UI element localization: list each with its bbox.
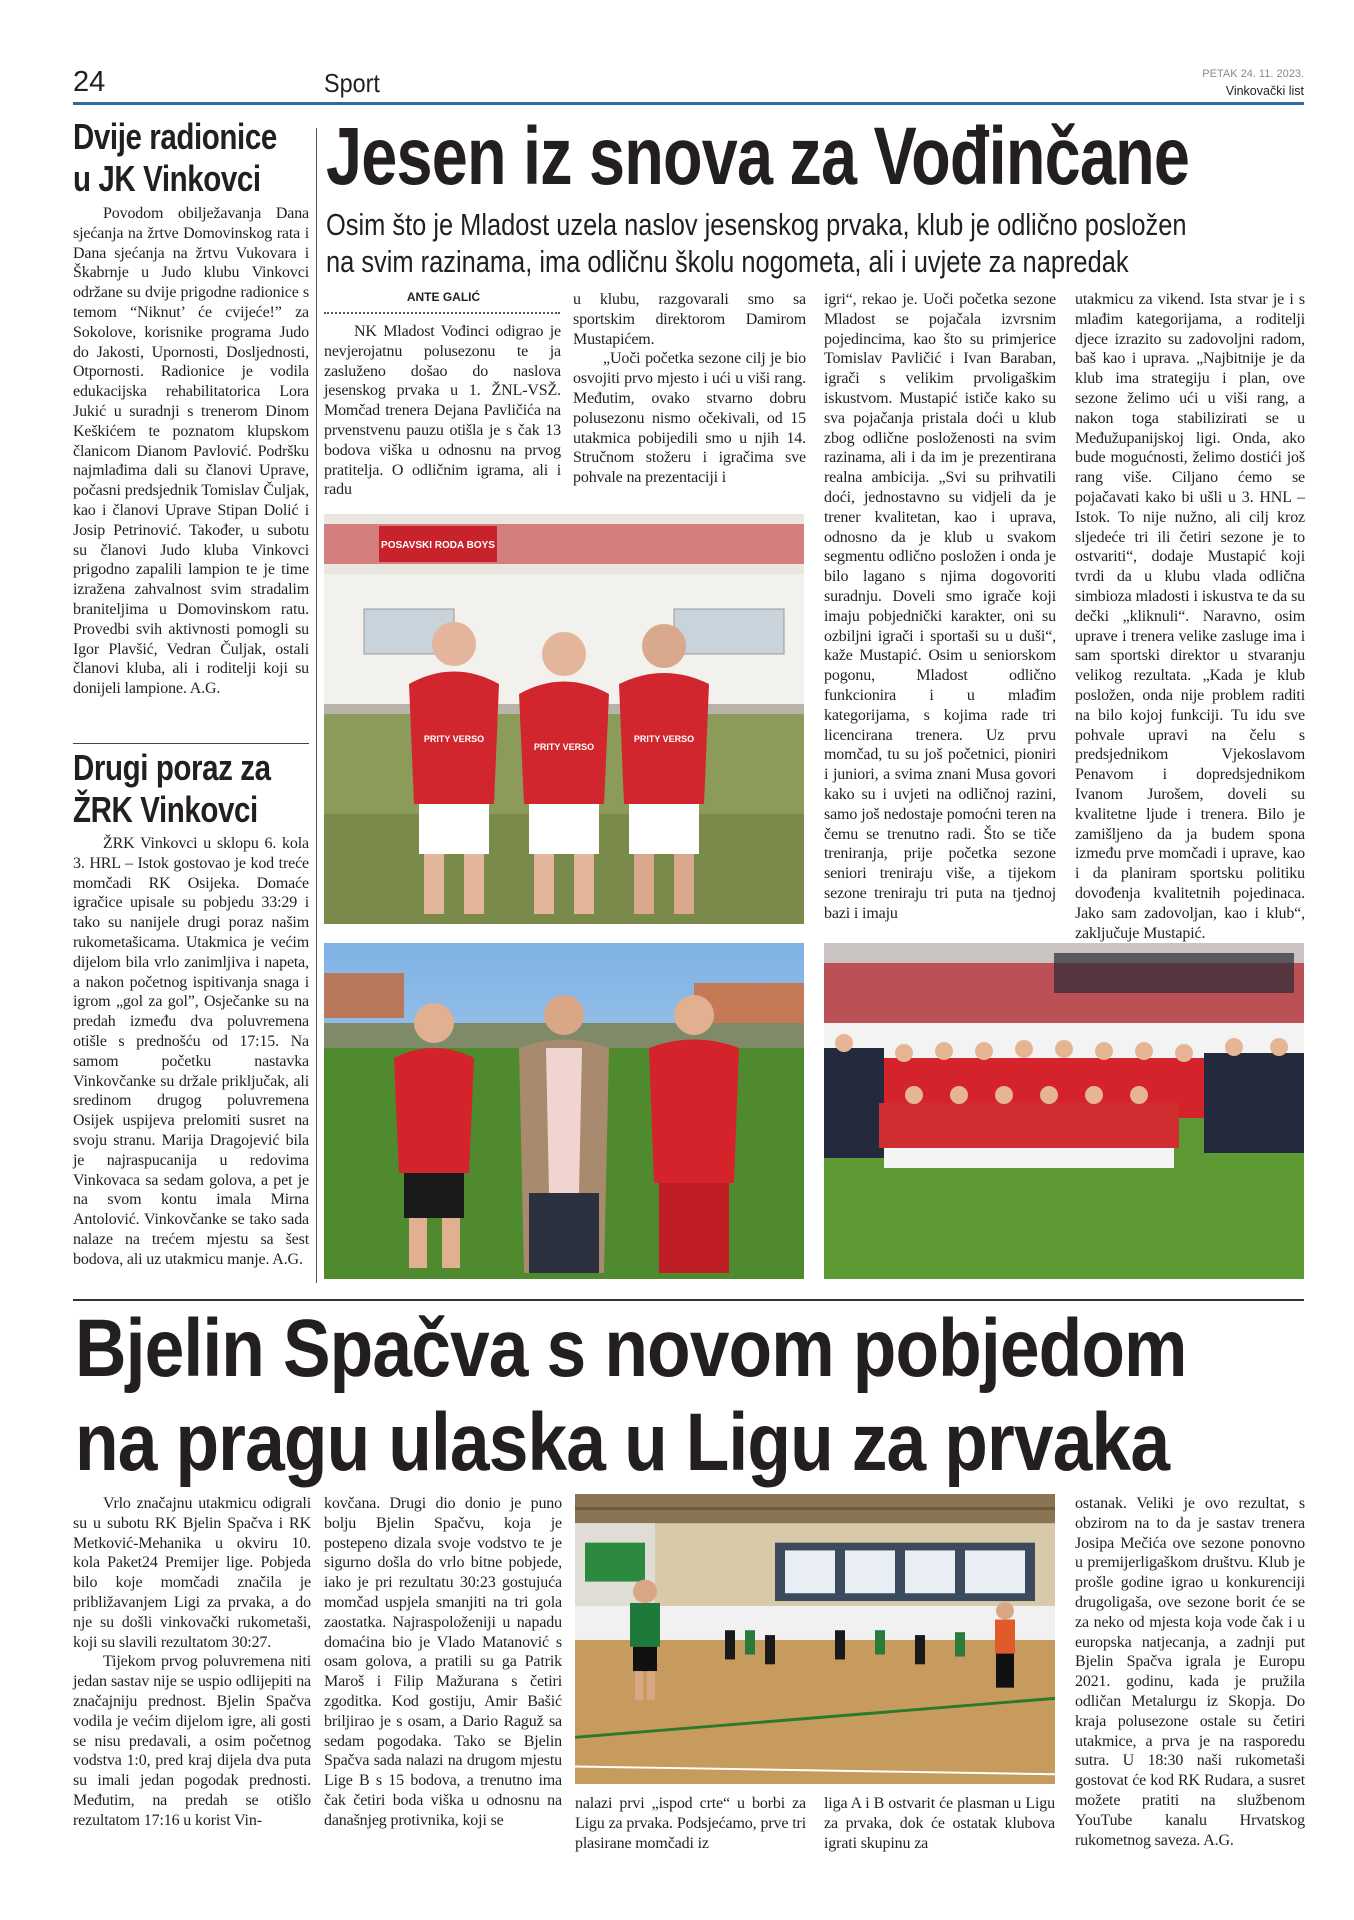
body-text: ostanak. Veliki je ovo rezultat, s obzirom na to da je sastav trenera Josipa Mečića ove sezone ponovno u premijerligaškom društvu. Klub je prošle godine igrao u konkurenciji drugoligaša, ove sezone borit će se za neko od mjesta koja vode čak i u europska natjecanja, a zadnji put Bjelin Spačva igrala je Europu 2021. godinu, kada je pružila odličan Metalurgu iz Skopja. Do kraja polusezone ostale su četiri utakmice, a prva je na rasporedu sutra. U 18:30 naši rukometaši gostovat će kod RK Rudara, a susret možete pratiti na službenom YouTube kanalu Hrvatskog rukometnog saveza. A.G. xyxy=(1075,1495,1305,1849)
issue-date: PETAK 24. 11. 2023. xyxy=(1202,68,1304,80)
body-text: „Uoči početka sezone cilj je bio osvojiti prvo mjesto i ući u viši rang. Međutim, ovako stvarno dobru polusezonu nismo očekivali, od 15 utakmica pobijedili smo u njih 14. Stručnom stožeru i igračima sve pohvale na prezentaciji i xyxy=(573,350,806,487)
side-article-body xyxy=(73,834,309,1270)
title-line: ŽRK Vinkovci xyxy=(73,789,258,830)
page-number: 24 xyxy=(73,66,106,98)
main-article-column-2 xyxy=(573,290,806,488)
banner-logo-text: POSAVSKI RODA BOYS xyxy=(381,540,495,551)
shirt-logo-text: PRITY VERSO xyxy=(633,734,695,744)
body-text: nalazi prvi „ispod crte“ u borbi za Ligu za prvaka. Podsjećamo, prve tri plasirane momčadi iz xyxy=(575,1795,806,1852)
body-text: kovčana. Drugi dio donio je puno bolju Bjelin Spačvu, koja je postepeno dizala svoje vodstvo te je sigurno došla do vrlo bitne pobjede, iako je pri rezultatu 30:23 gostujuća momčad uspjela smanjiti na tri gola zaostatka. Najraspoloženiji u napadu domaćina bio je Vlado Matanović s osam golova, a pratili su ga Patrik Maroš i Filip Mažurana s četiri zgoditka. Kod gostiju, Amir Bašić briljirao je s osam, a Dario Raguž sa sedam pogodaka. Tako se Bjelin Spačva sada nalazi na drugom mjestu Lige B s 15 bodova, a trenutno ima čak četiri boda viška u odnosnu na današnjeg protivnika, koji se xyxy=(324,1495,562,1829)
main-article-subtitle xyxy=(326,206,1187,280)
body-text: Povodom obilježavanja Dana sjećanja na žrtve Domovinskog rata i Dana sjećanja na žrtvu Vukovara i Škabrnje u Judo klubu Vinkovci održane su dvije prigodne radionice s temom “Niknut’ će cvijeće!” za Sokolove, korisnike programa Judo do Jakosti, Upornosti, Dosljednosti, Otpornosti. Radionice je vodila edukacijska rehabilitatorica Lora Jukić u suradnji s trenerom Dinom Keškićem te poznatom klupskom članicom Dianom Pavlović. Podršku najmlađima dali su članovi Uprave, počasni predsjednik Tomislav Čuljak, kao i članovi Uprave Stipan Dolić i Josip Petrinović. Također, u subotu su članovi Judo kluba Vinkovci prigodno zapalili lampion te je time izražena zahvalnost svim stradalim braniteljima u Domovinskom ratu. Provedbi svih aktivnosti pomogli su Igor Plavšić, Vedran Čuljak, ostali članovi kluba, ali i roditelji koji su donijeli lampione. A.G. xyxy=(73,205,309,698)
main-article-title: Jesen iz snova za Vođinčane xyxy=(326,111,1190,202)
side-article-title xyxy=(73,116,277,200)
bottom-article-column-1 xyxy=(73,1494,311,1831)
body-text: liga A i B ostvarit će plasman u Ligu za prvaka, dok će ostatak klubova igrati skupinu za xyxy=(824,1795,1055,1852)
subtitle-line: na svim razinama, ima odličnu školu nogometa, ali i uvjete za napredak xyxy=(326,244,1129,279)
title-line: Drugi poraz za xyxy=(73,747,271,788)
body-text: u klubu, razgovarali smo sa sportskim direktorom Damirom Mustapićem. xyxy=(573,291,806,348)
bottom-article-column-4 xyxy=(824,1794,1055,1853)
publication-name: Vinkovački list xyxy=(1225,84,1304,98)
bottom-article-title xyxy=(75,1302,1187,1490)
main-article-column-4 xyxy=(1075,290,1305,943)
byline: ANTE GALIĆ xyxy=(406,290,481,304)
body-text: NK Mladost Vođinci odigrao je nevjerojatnu polusezonu te ja zasluženo došao do naslova jesenskog prvaka u 1. ŽNL-VSŽ. Momčad trenera Dejana Pavličića na prvenstvenu pauzu otišla je s čak 13 bodova viška u odnosnu na prvog pratitelja. O odličnim igrama, ali i radu xyxy=(324,323,561,499)
body-text: utakmicu za vikend. Ista stvar je i s mlađim kategorijama, a roditelji djece izrazito su zadovoljni radom, baš kao i uprava. „Najbitnije je da klub ima strategiju i plan, ove sezone želimo ući u viši rang, a nakon toga stabilizirati se u Međužupanijskoj ligi. Onda, ako bude mogućnosti, želimo dostići još rang više. Ciljano ćemo se pojačavati kako bi ušli u 3. HNL – Istok. To nije nužno, ali cilj kroz sljedeće tri ili četiri sezone je to ostvariti“, dodaje Mustapić koji tvrdi da u klubu vlada odlična simbioza mladosti i iskustva te da su dečki „kliknuli“. Naravno, osim uprave i trenera velike zasluge ima i sam sportski direktor u stvaranju velikog rezultata. „Kada je klub posložen, onda nije problem raditi na bilo kojoj funkciji. Tu idu sve pohvale upravi na čelu s predsjednikom Vjekoslavom Penavom i dopredsjednikom Ivanom Jurošem, doveli su kvalitetne ljude i trenera. Bilo je zamišljeno da ja budem spona između prve momčadi i uprave, kao i da planiram sportsku politiku dovođenja kvalitetnih pojedinaca. Jako sam zadovoljan, kao i klub“, zaključuje Mustapić. xyxy=(1075,291,1305,942)
subtitle-line: Osim što je Mladost uzela naslov jesenskog prvaka, klub je odlično posložen xyxy=(326,207,1187,242)
side-article-divider xyxy=(73,743,309,744)
side-article-body xyxy=(73,204,309,699)
shirt-logo-text: PRITY VERSO xyxy=(533,742,595,752)
body-text: igri“, rekao je. Uoči početka sezone Mladost se pojačala izvrsnim pojedincima, kao što su primjerice Tomislav Pavličić i Ivan Baraban, igrači s velikim prvoligaškim iskustvom. Mustapić ističe kako su sva pojačanja pristala doći u klub zbog odlične posloženosti na svim razinama, ali i da im je prezentirana realna ambicija. „Svi su prihvatili doći, jednostavno su vidjeli da je trener kvalitetan, kao i uprava, odnosno da je klub u svakom segmentu odlično posložen i onda je bilo lagano s njima dogovoriti suradnju. Doveli smo igrače koji imaju pobjednički karakter, oni su ozbiljni igrači i sportaši su u duši“, kaže Mustapić. Osim u seniorskom pogonu, Mladost odlično funkcionira i u mlađim kategorijama, s kojima rade tri licencirana trenera. Uz prvu momčad, tu su još početnici, pioniri i juniori, a svima znani Musa govori kako su i uvjeti na odličnoj razini, samo još nedostaje pomoćni teren na čemu se trenutno radi. Što se tiče treniranja, prije početka sezone seniori treniraju više, a tijekom sezone treniraju tri puta na tjednoj bazi i imaju xyxy=(824,291,1056,922)
bottom-article-column-3 xyxy=(575,1794,806,1853)
main-article-column-1 xyxy=(324,322,561,500)
photo-team xyxy=(824,943,1304,1279)
body-text: ŽRK Vinkovci u sklopu 6. kola 3. HRL – Istok gostovao je kod treće momčadi RK Osijeka. Domaće igračice upisale su pobjedu 33:29 i tako su nanijele drugi poraz našim rukometašicama. Utakmica je većim dijelom bila vrlo zanimljiva i napeta, a nakon početnog ispitivanja snaga i igrom „gol za gol”, Osječanke su na predah između dva poluvremena otišle s prednošću od 17:15. Na samom početku nastavka Vinkovčanke su držale priključak, ali sredinom drugog poluvremena Osijek uspijeva prelomiti susret na svoju stranu. Marija Dragojević bila je najraspucanija u redovima Vinkovaca sa sedam golova, a pet je na svom kontu imala Mirna Antolović. Vinkovčanke se tako sada nalaze na trećem mjestu sa šest bodova, ali uz utakmicu manje. A.G. xyxy=(73,835,309,1268)
title-line: Bjelin Spačva s novom pobjedom xyxy=(75,1303,1187,1394)
column-separator xyxy=(316,128,317,1283)
header-rule xyxy=(73,102,1304,105)
photo-handball-match xyxy=(575,1494,1055,1784)
shirt-logo-text: PRITY VERSO xyxy=(423,734,485,744)
title-line: na pragu ulaska u Ligu za prvaka xyxy=(75,1397,1170,1488)
photo-three-players xyxy=(324,514,804,924)
title-line: Dvije radionice xyxy=(73,116,277,157)
body-text: Vrlo značajnu utakmicu odigrali su u subotu RK Bjelin Spačva i RK Metković-Mehanika u okviru 10. kola Paket24 Premijer lige. Pobjeda bilo koje momčadi značila je približavanjem Ligi za prvaka, a do nje su došli vinkovački rukometaši, koji su slavili rezultatom 30:27. xyxy=(73,1495,311,1651)
article-divider xyxy=(73,1299,1304,1301)
main-article-column-3 xyxy=(824,290,1056,924)
bottom-article-column-2 xyxy=(324,1494,562,1831)
body-text: Tijekom prvog poluvremena niti jedan sastav nije se uspio odlijepiti na značajniju prednost. Bjelin Spačva vodila je većim dijelom igre, ali gosti se nisu predavali, a osim početnog vodstva 1:0, pred kraj dijela dva puta su imali jedan pogodak prednosti. Međutim, na predah se otišlo rezultatom 17:16 u korist Vin- xyxy=(73,1653,311,1829)
byline-dotted-rule xyxy=(324,312,560,314)
section-name: Sport xyxy=(324,68,380,98)
photo-director-and-players xyxy=(324,943,804,1279)
title-line: u JK Vinkovci xyxy=(73,158,261,199)
side-article-title xyxy=(73,747,271,831)
bottom-article-column-5 xyxy=(1075,1494,1305,1850)
